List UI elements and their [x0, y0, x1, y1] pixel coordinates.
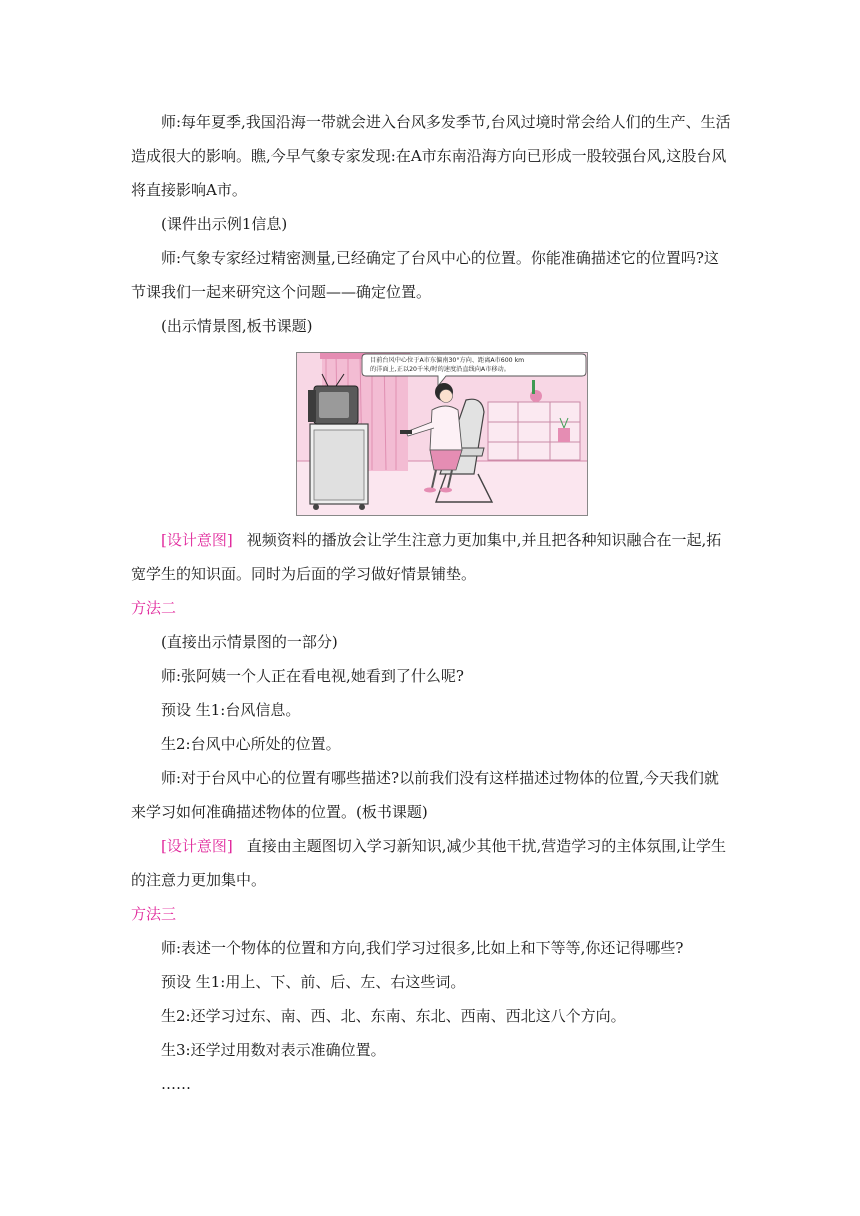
- design-intent-label-1: [设计意图]: [161, 531, 233, 549]
- bubble-line-2: 的洋面上,正以20千米/时的速度沿直线向A市移动。: [370, 366, 510, 373]
- paragraph-student-2: 生2:台风中心所处的位置。: [161, 735, 341, 753]
- heading-method-three: 方法三: [131, 905, 177, 923]
- paragraph-preset-1: 预设 生1:台风信息。: [161, 701, 301, 719]
- paragraph-teacher-describe: 师:对于台风中心的位置有哪些描述?以前我们没有这样描述过物体的位置,今天我们就来学习如何准确描述物体的位置。(板书课题): [131, 769, 719, 821]
- paragraph-teacher-direction: 师:表述一个物体的位置和方向,我们学习过很多,比如上和下等等,你还记得哪些?: [161, 939, 684, 957]
- bubble-line-1: 目前台风中心位于A市东偏南30°方向、距离A市600 km: [370, 357, 525, 364]
- scene-illustration: [296, 352, 588, 516]
- paragraph-teacher-tv: 师:张阿姨一个人正在看电视,她看到了什么呢?: [161, 667, 464, 685]
- paragraph-design-intent-2: [131, 829, 731, 897]
- paragraph-show-part: (直接出示情景图的一部分): [161, 633, 338, 651]
- design-intent-text-1: 视频资料的播放会让学生注意力更加集中,并且把各种知识融合在一起,拓宽学生的知识面。同时为后面的学习做好情景铺垫。: [131, 531, 722, 583]
- paragraph-ellipsis: ……: [161, 1075, 191, 1093]
- paragraph-show-scene: (出示情景图,板书课题): [161, 317, 313, 335]
- heading-method-two: 方法二: [131, 599, 177, 617]
- paragraph-student-pairs: 生3:还学过用数对表示准确位置。: [161, 1041, 386, 1059]
- paragraph-teacher-question: 师:气象专家经过精密测量,已经确定了台风中心的位置。你能准确描述它的位置吗?这节课我们一起来研究这个问题——确定位置。: [131, 249, 719, 301]
- design-intent-text-2: 直接由主题图切入学习新知识,减少其他干扰,营造学习的主体氛围,让学生的注意力更加集中。: [131, 837, 727, 889]
- tv-stand: [310, 424, 368, 510]
- paragraph-preset-words: 预设 生1:用上、下、前、后、左、右这些词。: [161, 973, 466, 991]
- paragraph-design-intent-1: [131, 523, 731, 591]
- design-intent-label-2: [设计意图]: [161, 837, 233, 855]
- paragraph-student-directions: 生2:还学习过东、南、西、北、东南、东北、西南、西北这八个方向。: [161, 1007, 626, 1025]
- paragraph-intro: 师:每年夏季,我国沿海一带就会进入台风多发季节,台风过境时常会给人们的生产、生活造成很大的影响。瞧,今早气象专家发现:在A市东南沿海方向已形成一股较强台风,这股台风将直接影响A市。: [131, 113, 731, 199]
- paragraph-courseware-note: (课件出示例1信息): [161, 215, 288, 233]
